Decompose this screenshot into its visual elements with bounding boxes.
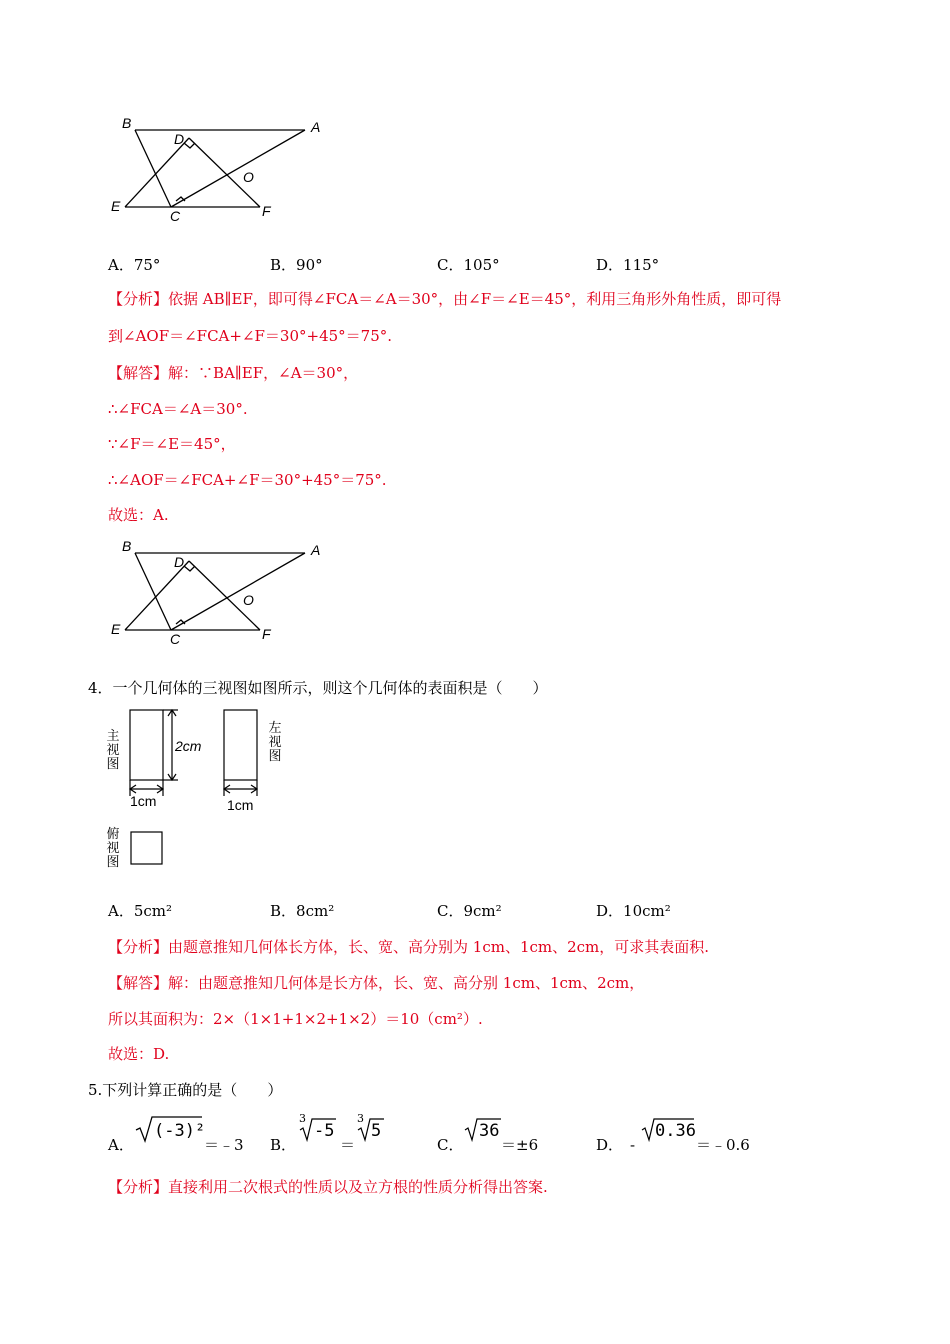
q4-solution-line2: 所以其面积为：2×（1×1+1×2+1×2）＝10（cm²）. (108, 1010, 483, 1028)
q4-option-d[interactable] (596, 901, 671, 921)
option-result: ＝±6 (501, 1136, 539, 1154)
q4-solution-answer: 故选：D. (108, 1045, 170, 1063)
q4-option-a[interactable] (108, 901, 172, 921)
option-letter: B． (270, 1136, 297, 1154)
option-letter: A． (108, 256, 134, 274)
q4-solution-line1: 【解答】解：由题意推知几何体是长方体，长、宽、高分别 1cm、1cm、2cm， (108, 974, 645, 992)
label-char: 图 (106, 757, 120, 772)
option-value: 75° (133, 256, 161, 274)
q3-analysis-line1: 【分析】依据 AB∥EF，即可得∠FCA＝∠A＝30°，由∠F＝∠E＝45°，利用三角形外角性质，即可得 (108, 290, 782, 308)
label-E: E (111, 621, 121, 637)
q3-option-b[interactable] (270, 255, 323, 275)
option-result: ＝﹣3 (204, 1136, 244, 1154)
label-char: 俯 (106, 827, 120, 842)
q3-solution-line4: ∴∠AOF＝∠FCA+∠F＝30°+45°＝75°. (108, 471, 387, 489)
label-char: 图 (268, 749, 282, 764)
option-letter: D． (596, 256, 624, 274)
q3-solution-line3: ∵∠F＝∠E＝45°， (108, 435, 236, 453)
front-width-label: 1cm (130, 793, 157, 809)
label-D: D (174, 554, 185, 570)
option-value: 10cm² (623, 902, 671, 920)
q4-option-c[interactable] (437, 901, 502, 921)
label-F: F (262, 626, 271, 642)
three-views-figure (100, 700, 300, 880)
label-F: F (262, 203, 271, 219)
option-value: 105° (463, 256, 500, 274)
q3-solution-answer: 故选：A. (108, 506, 169, 524)
label-char: 左 (268, 721, 282, 736)
minus-sign: - (630, 1136, 636, 1154)
label-char: 视 (106, 841, 120, 856)
option-letter: C． (437, 256, 464, 274)
radicand: 36 (479, 1121, 500, 1141)
option-letter: C． (437, 1136, 464, 1154)
q3-option-c[interactable] (437, 255, 500, 275)
label-D: D (174, 131, 185, 147)
q4-analysis: 【分析】由题意推知几何体长方体，长、宽、高分别为 1cm、1cm、2cm，可求其表面积. (108, 938, 710, 956)
q5-analysis: 【分析】直接利用二次根式的性质以及立方根的性质分析得出答案. (108, 1178, 548, 1196)
q5-option-b[interactable] (270, 1112, 430, 1152)
option-value: 90° (296, 256, 323, 274)
label-C: C (170, 631, 181, 647)
option-letter: D． (596, 1136, 624, 1154)
label-char: 视 (268, 735, 282, 750)
label-B: B (122, 538, 132, 554)
height-label: 2cm (175, 738, 202, 754)
label-B: B (122, 115, 132, 131)
root-index: 3 (299, 1112, 306, 1125)
option-letter: B． (270, 256, 297, 274)
label-O: O (243, 169, 254, 185)
q3-solution-line2: ∴∠FCA＝∠A＝30°. (108, 400, 248, 418)
radicand: 0.36 (655, 1121, 696, 1141)
option-result: ＝﹣0.6 (696, 1136, 750, 1154)
radicand: (-3)² (154, 1121, 206, 1141)
q5-question: 5.下列计算正确的是（ ） (88, 1081, 283, 1099)
option-value: 5cm² (133, 902, 173, 920)
root-index: 3 (357, 1112, 364, 1125)
radicand-left: -5 (314, 1121, 335, 1141)
q4-question: 4．一个几何体的三视图如图所示，则这个几何体的表面积是（ ） (88, 679, 548, 697)
option-value: 9cm² (463, 902, 502, 920)
label-char: 图 (106, 855, 120, 870)
label-A: A (311, 542, 321, 558)
label-E: E (111, 198, 121, 214)
q5-option-d[interactable] (596, 1112, 776, 1152)
top-view-label (106, 828, 120, 870)
q5-option-c[interactable] (437, 1112, 587, 1152)
option-letter: A． (108, 902, 134, 920)
side-view-label (268, 722, 282, 764)
option-letter: A． (108, 1136, 134, 1154)
option-letter: C． (437, 902, 464, 920)
radicand-right: 5 (371, 1121, 382, 1141)
label-C: C (170, 208, 181, 224)
geometry-figure-top (105, 110, 345, 230)
equals-sign: ＝ (340, 1136, 356, 1154)
option-value: 115° (623, 256, 660, 274)
geometry-figure-repeat (105, 533, 345, 653)
label-char: 主 (106, 729, 120, 744)
label-A: A (311, 119, 321, 135)
q3-solution-line1: 【解答】解：∵BA∥EF，∠A＝30°， (108, 364, 359, 382)
label-char: 视 (106, 743, 120, 758)
q3-option-d[interactable] (596, 255, 659, 275)
option-letter: B． (270, 902, 297, 920)
q5-option-a[interactable] (108, 1112, 268, 1152)
option-letter: D． (596, 902, 624, 920)
side-width-label: 1cm (227, 797, 254, 813)
label-O: O (243, 592, 254, 608)
option-value: 8cm² (296, 902, 335, 920)
q3-option-a[interactable] (108, 255, 160, 275)
q4-option-b[interactable] (270, 901, 334, 921)
q3-analysis-line2: 到∠AOF＝∠FCA+∠F＝30°+45°＝75°. (108, 327, 393, 345)
